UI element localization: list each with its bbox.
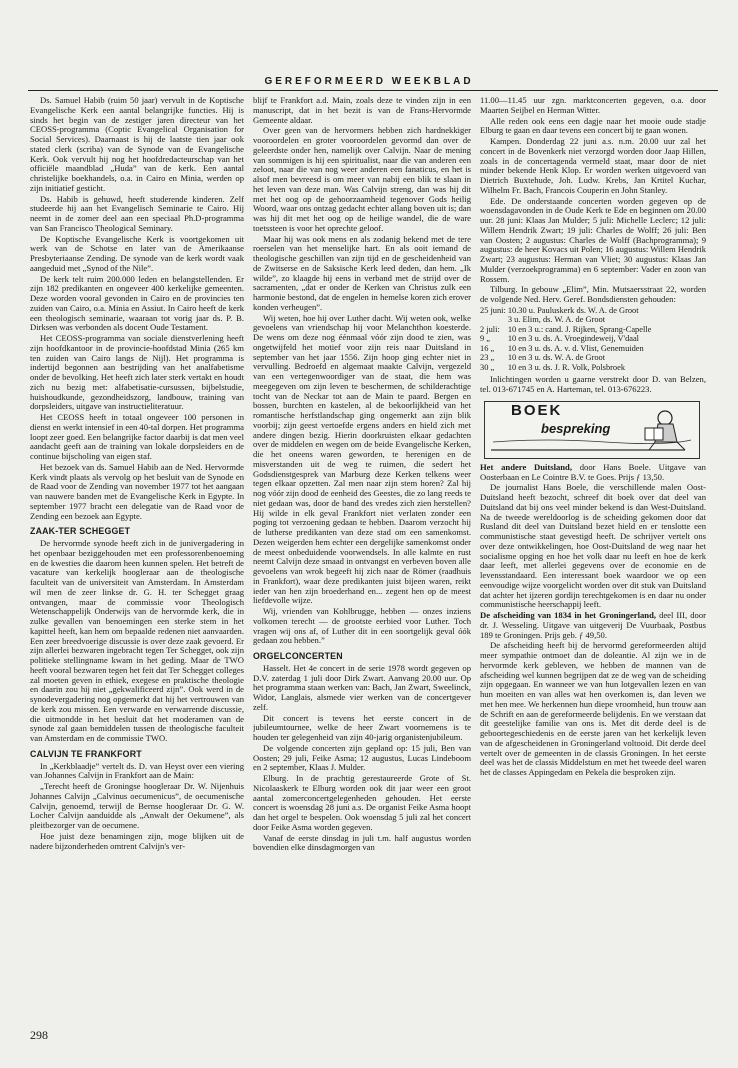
paragraph: Maar hij was ook mens en als zodanig bekend met de tere roerselen van het menselijke hart. En als ooit iemand de theologische geschillen van zijn tijd en de gescheidenheid van de Zwitserse en de Saksische Kerk leed deden, dan hem. „Ik wilde”, zo klaagde hij eens in verband met de strijd over de sacramenten, „dat er onder de Kerken van Christus zulk een harmonie bestond, dat de engelen in hemelse koren zich erover konden verheugen”. bbox=[253, 233, 471, 312]
schedule-date: 9 „ bbox=[480, 334, 490, 344]
paragraph: Wij weten, hoe hij over Luther dacht. Wij weten ook, welke gevoelens van vriendschap hij voor Melanchthon koesterde. De wens om deze nog éénmaal vóór zijn dood te zien, was ongetwijfeld het motief voor zijn reis naar Duitsland in september van het jaar 1556. Zijn hoop ging echter niet in vervulling. Bedroefd en algemaat maakte Calvijn, vergezeld van een vertegenwoordiger van de staat, die hem was meegegeven om zijn leven te beschermen, de schilderachtige tocht van de Neckar tot aan de Main te paard. Bergen en bossen, burchten en kastelen, al de bekoorlijkheid van het romantische herfstlandschap ging ongemerkt aan zijn blik voorbij; zijn geest vertoefde ergens anders en hield zich met andere dingen bezig. Hierin doorkruisten elkaar gedachten over de middelen en wegen om de beide Evangelische Kerken, die het oneens waren geworden, te herenigen en de misverstanden uit de weg te ruimen, die sedert het Godsdienstgesprek van Marburg deze Kerken telkens weer tegen elkaar opzetten. Zal men naar zijn stem horen? Zal hij nog vóór zijn dood de eenheid des Geestes, die zo lang reeds te niet gedaan was, door de band des vredes zich zien herstellen? Hij wilde in elk geval Frankfort niet verlaten zonder een poging tot verzoening gedaan te hebben. Daarom verzocht hij de lutherse predikanten van deze stad om een samenkomst. Dezen weigerden hem echter een dergelijke samenkomst onder de meest onbeduidende voorwendsels. In alle kalmte en rust neemt Calvijn deze smaad in ontvangst en verbeven boven alle gevoelens van wrok begeeft hij zich naar de Römer (raadhuis in Frankfort), waar deze predikanten juist bijeen waren, reikt ieder van hen zijn broederhand en... zegent hen op de meest liefdevolle wijze. bbox=[253, 312, 471, 606]
paragraph: Vanaf de eerste dinsdag in juli t.m. half augustus worden bovendien elke dinsdagmorgen van bbox=[253, 832, 471, 853]
schedule-date: 30 „ bbox=[480, 362, 495, 372]
schedule-text: 10 en 3 u. ds. A. Vroegindeweij, V'daal bbox=[507, 334, 640, 344]
paragraph: Over geen van de hervormers hebben zich hardnekkiger vooroordelen en groter vooroordelen gevormd dan over de geleerdste onder hen, namelijk over Calvijn. Naar de mening van sommigen is hij een spiritualist, naar die van anderen een zeloot, naar die van nog weer anderen een fanaticus, en het is alsof men bevreesd is om meer van nabij een blik te slaan in het leven van deze man. Was Calvijn streng, dan was hij dit met het oog op de gehoorzaamheid tegenover Gods heilig Woord, waar ons ontzag gedacht echter allang boven uit is; dan was hij dit met het oog op de heilige wandel, die de ware toetssteen is voor het oprechte geloof. bbox=[253, 125, 471, 233]
paragraph: Alle reden ook eens een dagje naar het mooie oude stadje Elburg te gaan en daar tevens een concert bij te gaan wonen. bbox=[480, 115, 706, 136]
paragraph: blijf te Frankfort a.d. Main, zoals deze te vinden zijn in een manuscript, dat in het bezit is van de Frans-Hervormde Gemeente aldaar. bbox=[253, 96, 471, 125]
paragraph: De volgende concerten zijn gepland op: 15 juli, Ben van Oosten; 29 juli, Feike Asma; 12 augustus, Lucas Lindeboom en 2 september, Klaas J. Mulder. bbox=[253, 742, 471, 773]
paragraph: Hasselt. Het 4e concert in de serie 1978 wordt gegeven op D.V. zaterdag 1 juli door Dirk Zwart. Aanvang 20.00 uur. Op het programma staan werken van: Bach, Jan Zwart, Sweelinck, Widor, Langlais, alsmede vier werken van de concertgever zelf. bbox=[253, 662, 471, 712]
schedule-text: 10 en 3 u. ds. A. v. d. Vlist, Genemuiden bbox=[507, 343, 644, 353]
paragraph: Ds. Samuel Habib (ruim 50 jaar) vervult in de Koptische Evangelische Kerk een aantal belangrijke functies. Hij is sinds het begin van de zestiger jaren directeur van het CEOSS-programma (Coptic Evangelical Organisation for Social Services). Daarnaast is hij de laatste tien jaar ook stated clerk (scriba) van de Synode van de Evangelische Kerk. Ook vervult hij nog het hoofdredacteurschap van het officiële maandblad „Huda” van de kerk. Een aantal christelijke boekhandels, o.a. in Cairo en Minia, werden op zijn initiatief gesticht. bbox=[30, 96, 244, 193]
paragraph: Het bezoek van ds. Samuel Habib aan de Ned. Hervormde Kerk vindt plaats als vervolg op het besluit van de Synode en de Raad voor de Zending van november 1977 tot het aangaan van nauwere banden met de Evangelische Kerk in Egypte. In september 1977 bracht een delegatie van de Raad voor de Zending een bezoek aan Egypte. bbox=[30, 461, 244, 521]
book-banner-subtitle: bespreking bbox=[541, 420, 611, 436]
paragraph: Wij, vrienden van Kohlbrugge, hebben — onzes inziens volkomen terecht — de grootste eerbied voor Luther. Toch vragen wij ons af, of Luther dit in een soortgelijk geval óók gedaan zou hebben.” bbox=[253, 606, 471, 646]
paragraph: Ede. De onderstaande concerten worden gegeven op de woensdagavonden in de Oude Kerk te Ede en beginnen om 20.00 uur. 28 juni: Klaas Jan Mulder; 5 juli: Michelle Leclerc; 12 juli: Willem Hendrik Zwart; 19 juli: Charles de Wolff; 26 juli: Ben van Oosten; 2 augustus: Charles de Wolff (Bachprogramma); 9 augustus: de heer Kovacs uit Polen; 16 augustus: Willem Hendrik Zwart; 23 augustus: Herman van Vliet; 30 augustus: Klaas Jan Mulder (verzoekprogramma) en 6 september: Vader en zoon van Rossem. bbox=[480, 195, 706, 284]
table-row bbox=[480, 306, 653, 316]
schedule-text: 3 u. Elim, ds. W. A. de Groot bbox=[507, 315, 606, 325]
book-banner-title: BOEK bbox=[511, 401, 563, 419]
paragraph: De hervormde synode heeft zich in de junivergadering in het openbaar beziggehouden met een professorenbenoeming en de kwesties die daarom heen kunnen spelen. Het betreft de vacature van kerkelijk hoogleraar aan de theologische faculteit van de universiteit van Amsterdam. In Amsterdam wil men de zeer linkse dr. G. H. ter Schegget graag ontvangen, maar de commissie voor Theologisch Wetenschappelijk Onderwijs van de hervormde kerk, die in zulke gevallen van benoemingen een sterke stem in het kapittel heeft, kan hem om bepaalde redenen niet aanvaarden. Een zeer breedvoerige discussie is over deze zaak gevoerd. Er zijn allerlei bezwaren ingebracht tegen Ter Schegget, ook zijn politieke stellingname kwam in het geding. Maar de TWO heeft vooral bezwaren tegen het feit dat Ter Schegget colleges zal moeten geven in ethiek, exegese en praktische theologie en daarin zou hij niet „gekwalificeerd zijn”. Ook werd in de synodevergadering nog opgemerkt dat hij het vertrouwen van de kerk zou missen. Een verwarde en verwarrende discussie, die uitmondde in het besluit dat het moderamen van de synode zal gaan bemiddelen tussen de theologische faculteit van Amsterdam en de commissie TWO. bbox=[30, 538, 244, 743]
service-schedule bbox=[480, 306, 653, 373]
book-entry bbox=[480, 463, 706, 483]
paragraph: Hoe juist deze benamingen zijn, moge blijken uit de nadere bijzonderheden omtrent Calvijn's ver- bbox=[30, 830, 244, 851]
column-right bbox=[480, 96, 706, 1021]
paragraph: Ds. Habib is gehuwd, heeft studerende kinderen. Zelf studeerde hij aan het Evangelisch Seminarie te Cairo. Hij neemt in de zomer deel aan een speciaal Ph.D-programma van San Francisco Theological Seminary. bbox=[30, 193, 244, 233]
book-meta: door Hans Boele. Uitgave van Oosterbaan en Le Cointre B.V. te Goes. Prijs ƒ 13,50. bbox=[480, 461, 706, 482]
table-row bbox=[480, 344, 653, 354]
table-row bbox=[480, 363, 653, 373]
paragraph: De kerk telt ruim 200.000 leden en belangstellenden. Er zijn 182 predikanten en ongeveer 400 kerkelijke gemeenten. Deze worden vooral gevonden in Cairo en de provincies ten zuiden van Cairo, o.a. Minia en Assiut. In Cairo heeft de kerk een theologisch seminarie, waaraan tot vorig jaar ds. P. B. Dirksen was verbonden als docent Oude Testament. bbox=[30, 273, 244, 333]
column-middle bbox=[253, 96, 471, 1021]
paragraph: Elburg. In de prachtig gerestaureerde Grote of St. Nicolaaskerk te Elburg worden ook dit jaar weer een groot aantal zomerconcertgelegenheden gehouden. Het eerste concert is woensdag 28 juni a.s. De organist Feike Asma hoopt dan het orgel te bespelen. Ook woensdag 5 juli zal het concert door Feike Asma worden gegeven. bbox=[253, 773, 471, 832]
table-row bbox=[480, 325, 653, 335]
schedule-date: 25 juni: bbox=[480, 305, 506, 315]
section-heading: ORGELCONCERTEN bbox=[253, 651, 343, 661]
paragraph: Dit concert is tevens het eerste concert in de jubileumtournee, welke de heer Zwart voornemens is te houden ter gelegenheid van zijn 40-jarig organistenjubileum. bbox=[253, 712, 471, 742]
paragraph: Tilburg. In gebouw „Elim”, Min. Mutsaersstraat 22, worden de volgende Ned. Herv. Geref. Bondsdiensten gehouden: bbox=[480, 284, 706, 304]
schedule-date: 2 juli: bbox=[480, 324, 500, 334]
paragraph: Inlichtingen worden u gaarne verstrekt door D. van Belzen, tel. 013-671745 en A. Harteman, tel. 013-676223. bbox=[480, 374, 706, 394]
paragraph: Kampen. Donderdag 22 juni a.s. n.m. 20.00 uur zal het concert in de Bovenkerk niet verzorgd worden door Jaap Hillen, zoals in de concertagenda vermeld staat, maar door de niet minder bekende Henk Klop. Er worden werken uitgevoerd van Dietrich Buxtehude, Joh. Ludw. Krebs, Jan Krtitel Kuchar, Wilhelm Fr. Bach, Francois Couperin en John Stanley. bbox=[480, 136, 706, 195]
schedule-text: 10 en 3 u.: cand. J. Rijken, Sprang-Capelle bbox=[507, 324, 652, 334]
section-heading: CALVIJN TE FRANKFORT bbox=[30, 748, 142, 759]
paragraph: In „Kerkblaadje” vertelt ds. D. van Heyst over een viering van Johannes Calvijn in Frankfort aan de Main: bbox=[30, 760, 244, 781]
paragraph: 11.00—11.45 uur zgn. marktconcerten gegeven, o.a. door Maarten Seijbel en Herman Witter. bbox=[480, 96, 706, 115]
table-row bbox=[480, 353, 653, 363]
book-title: De afscheiding van 1834 in het Groningerland, bbox=[480, 610, 656, 620]
book-entry bbox=[480, 611, 706, 640]
book-review-banner bbox=[484, 401, 700, 459]
paragraph: Het CEOSS heeft in totaal ongeveer 100 personen in dienst en werkt intensief in een 40-tal dorpen. Het programma loopt zeer goed. Een belangrijke factor daarbij is dat men veel aandacht geeft aan de training van lokale dorpsleiders en de continue bijscholing van eigen staf. bbox=[30, 412, 244, 461]
schedule-text: 10.30 u. Pauluskerk ds. W. A. de Groot bbox=[507, 305, 639, 315]
schedule-text: 10 en 3 u. ds. J. R. Volk, Polsbroek bbox=[507, 362, 626, 372]
paragraph: „Terecht heeft de Groningse hoogleraar Dr. W. Nijenhuis Johannes Calvijn „Calvinus oecumenicus”, de oecumenische Calvijn, genoemd, terwijl de Bernse hoogleraar Dr. G. W. Locher Calvijn aanduidde als „Anwalt der Oekumene”, als pleitbezorger van de oecumene. bbox=[30, 781, 244, 830]
table-row bbox=[480, 334, 653, 344]
journal-title: GEREFORMEERD WEEKBLAD bbox=[264, 76, 474, 87]
paragraph: De journalist Hans Boele, die verschillende malen Oost-Duitsland heeft bezocht, schreef dit boek over dat deel van Duitsland dat bij ons veel minder bekend is dan West-Duitsland. Na de tweede wereldoorlog is de scheiding gekomen door dat Rusland dit deel van Duitsland bezet hield en er tenslotte een communistische staat gevestigd heeft. De schrijver vertelt ons over deze ontwikkelingen, hoe Oost-Duitsland de weg naar het socialisme opging en hoe het volk daar nu leeft en hoe de kerk daar leeft, met allerlei gegevens over de economie en de levensstandaard. Een interessant boek waardoor we op een eenvoudige wijze voorgelicht worden over dit stuk van Duitsland dat achter het ijzeren gordijn terechtgekomen is en daar nu onder communistische heerschappij leeft. bbox=[480, 482, 706, 610]
section-heading: ZAAK-TER SCHEGGET bbox=[30, 526, 131, 537]
book-title: Het andere Duitsland, bbox=[480, 461, 572, 472]
schedule-date: 16 „ bbox=[480, 343, 495, 353]
book-meta: deel III, door dr. J. Wesseling. Uitgave van uitgeverij De Vuurbaak, Postbus 189 te Groningen. Prijs geb. ƒ 49,50. bbox=[480, 610, 706, 640]
schedule-text: 10 en 3 u. ds. W. A. de Groot bbox=[507, 353, 606, 363]
schedule-date: 23 „ bbox=[480, 353, 495, 363]
page-number: 298 bbox=[30, 1028, 48, 1042]
header-rule bbox=[28, 90, 718, 91]
table-row bbox=[480, 315, 653, 325]
paragraph: Het CEOSS-programma van sociale dienstverlening heeft zijn hoofdkantoor in de provincie-hoofdstad Minia (265 km ten zuiden van Cairo langs de Nijl). Het programma is indertijd begonnen aan bestrijding van het analfabetisme onder de bevolking. Het heeft zich later sterk vertakt en houdt zich nu bezig met: alfabetisatie-cursussen, bijbelstudie, huishoudkunde, gezondheidszorg, landbouw, training van dorpsleiders, uitgave van instructieliteratuur. bbox=[30, 333, 244, 412]
paragraph: De Koptische Evangelische Kerk is voortgekomen uit werk van de Schotse en later van de Amerikaanse Presbyteriaanse Zending. De synode van de kerk wordt vaak aangeduid met „Synod of the Nile”. bbox=[30, 233, 244, 273]
paragraph: De afscheiding heeft bij de hervormd gereformeerden altijd meer sympathie ontmoet dan de doleantie. Al zijn we in de hervormde kerk gebleven, we hebben de mannen van de afscheiding wel kunnen begrijpen dat ze de weg van de scheiding zijn opgegaan. En wanneer we van hun lotgevallen lezen en van hun moeiten en van alles wat hen overkomen is, dan leven we met hen mee. We herkennen hun diepe vroomheid, hun trouw aan de Schrift en aan de gereformeerde belijdenis. En we verstaan dat dit geestelijke familie van ons is. Met dit derde deel is de geboortegeschiedenis en de eerste jaren van het kerkelijk leven van de afgescheidenen in Groningerland voltooid. Dit derde deel vertelt over de gemeenten in de classis Groningen. In het eerste deel was het de classis Middelstum en met het tweede deel waren het de classes Appingedam en Pekela die besproken zijn. bbox=[480, 640, 706, 777]
column-left bbox=[30, 96, 244, 1021]
schedule-date bbox=[480, 315, 508, 325]
